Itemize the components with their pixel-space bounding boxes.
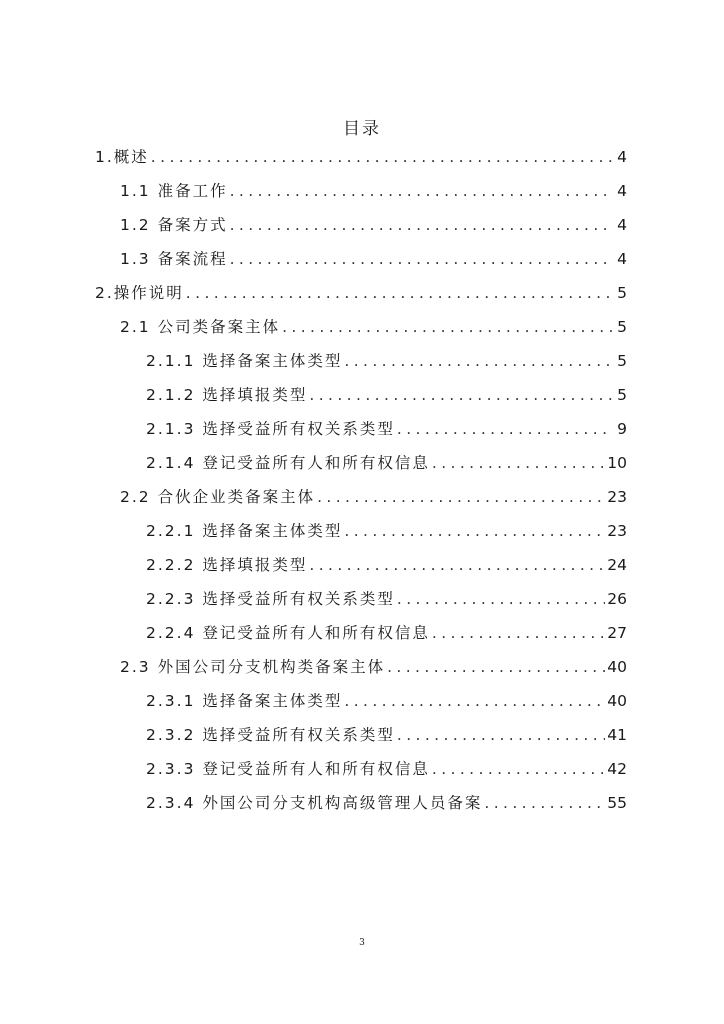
toc-leader-dots bbox=[397, 722, 605, 748]
toc-entry-page: 4 bbox=[617, 216, 627, 234]
toc-entry-label: 2.2.3 选择受益所有权关系类型 bbox=[146, 590, 395, 608]
toc-leader-dots bbox=[230, 212, 613, 238]
toc-leader-dots bbox=[432, 620, 605, 646]
toc-leader-dots bbox=[397, 586, 605, 612]
toc-leader-dots bbox=[230, 246, 613, 272]
toc-entry-page: 27 bbox=[607, 624, 627, 642]
toc-entry-label: 2.3.2 选择受益所有权关系类型 bbox=[146, 726, 395, 744]
toc-entry[interactable] bbox=[146, 688, 627, 714]
toc-leader-dots bbox=[344, 348, 613, 374]
toc-entry-page: 5 bbox=[617, 386, 627, 404]
toc-entry-page: 4 bbox=[617, 148, 627, 166]
toc-entry[interactable] bbox=[146, 552, 627, 578]
toc-entry-page: 5 bbox=[617, 318, 627, 336]
toc-entry[interactable] bbox=[146, 518, 627, 544]
toc-entry-page: 9 bbox=[617, 420, 627, 438]
toc-entry-page: 40 bbox=[607, 658, 627, 676]
toc-entry-label: 2.1 公司类备案主体 bbox=[120, 318, 281, 336]
toc-leader-dots bbox=[432, 450, 605, 476]
toc-leader-dots bbox=[317, 484, 605, 510]
toc-entry[interactable] bbox=[146, 722, 627, 748]
toc-entry-label: 1.1 准备工作 bbox=[120, 182, 228, 200]
toc-entry-label: 2.1.4 登记受益所有人和所有权信息 bbox=[146, 454, 430, 472]
toc-entry[interactable] bbox=[146, 416, 627, 442]
toc-leader-dots bbox=[387, 654, 605, 680]
toc-leader-dots bbox=[309, 552, 605, 578]
toc-entry[interactable] bbox=[120, 484, 627, 510]
toc-entry[interactable] bbox=[146, 620, 627, 646]
toc-entry-label: 2.3.1 选择备案主体类型 bbox=[146, 692, 343, 710]
toc-entry[interactable] bbox=[146, 450, 627, 476]
toc-entry-label: 2.操作说明 bbox=[95, 284, 184, 302]
toc-entry-label: 1.3 备案流程 bbox=[120, 250, 228, 268]
toc-entry-page: 42 bbox=[607, 760, 627, 778]
toc-entry[interactable] bbox=[146, 586, 627, 612]
toc-entry-page: 55 bbox=[607, 794, 627, 812]
toc-entry-page: 23 bbox=[607, 488, 627, 506]
toc-entry-page: 10 bbox=[607, 454, 627, 472]
toc-entry-label: 2.2.2 选择填报类型 bbox=[146, 556, 308, 574]
toc-leader-dots bbox=[309, 382, 613, 408]
toc-entry-label: 1.2 备案方式 bbox=[120, 216, 228, 234]
toc-entry-label: 2.1.2 选择填报类型 bbox=[146, 386, 308, 404]
toc-entry-label: 2.2.1 选择备案主体类型 bbox=[146, 522, 343, 540]
toc-entry-page: 5 bbox=[617, 284, 627, 302]
toc-entry[interactable] bbox=[146, 348, 627, 374]
toc-entry-page: 41 bbox=[607, 726, 627, 744]
toc-entry-label: 2.3 外国公司分支机构类备案主体 bbox=[120, 658, 386, 676]
toc-leader-dots bbox=[230, 178, 613, 204]
toc-entry[interactable] bbox=[146, 756, 627, 782]
toc-entry-page: 40 bbox=[607, 692, 627, 710]
page-number: 3 bbox=[359, 938, 365, 948]
toc-entry[interactable] bbox=[120, 178, 627, 204]
toc-entry[interactable] bbox=[120, 654, 627, 680]
toc-title: 目录 bbox=[343, 119, 381, 139]
toc-leader-dots bbox=[344, 688, 605, 714]
toc-leader-dots bbox=[397, 416, 613, 442]
toc-entry[interactable] bbox=[120, 314, 627, 340]
toc-leader-dots bbox=[484, 790, 605, 816]
toc-leader-dots bbox=[432, 756, 605, 782]
toc-entry-label: 2.2 合伙企业类备案主体 bbox=[120, 488, 316, 506]
toc-entry-label: 2.1.3 选择受益所有权关系类型 bbox=[146, 420, 395, 438]
toc-entry-page: 4 bbox=[617, 182, 627, 200]
toc-entry[interactable] bbox=[146, 382, 627, 408]
toc-entry-page: 4 bbox=[617, 250, 627, 268]
toc-entry[interactable] bbox=[146, 790, 627, 816]
toc-entry-label: 2.1.1 选择备案主体类型 bbox=[146, 352, 343, 370]
toc-entry-page: 5 bbox=[617, 352, 627, 370]
toc-entry-label: 2.3.3 登记受益所有人和所有权信息 bbox=[146, 760, 430, 778]
toc-leader-dots bbox=[282, 314, 613, 340]
toc-entry-page: 24 bbox=[607, 556, 627, 574]
toc-entry-label: 2.2.4 登记受益所有人和所有权信息 bbox=[146, 624, 430, 642]
toc-entry-page: 26 bbox=[607, 590, 627, 608]
toc-leader-dots bbox=[344, 518, 605, 544]
toc-entry-label: 2.3.4 外国公司分支机构高级管理人员备案 bbox=[146, 794, 483, 812]
toc-leader-dots bbox=[151, 144, 613, 170]
toc-entry[interactable] bbox=[120, 246, 627, 272]
toc-entry[interactable] bbox=[95, 280, 627, 306]
toc-entry-page: 23 bbox=[607, 522, 627, 540]
toc-entry-label: 1.概述 bbox=[95, 148, 149, 166]
toc-entry[interactable] bbox=[120, 212, 627, 238]
toc-entry[interactable] bbox=[95, 144, 627, 170]
toc-leader-dots bbox=[186, 280, 613, 306]
